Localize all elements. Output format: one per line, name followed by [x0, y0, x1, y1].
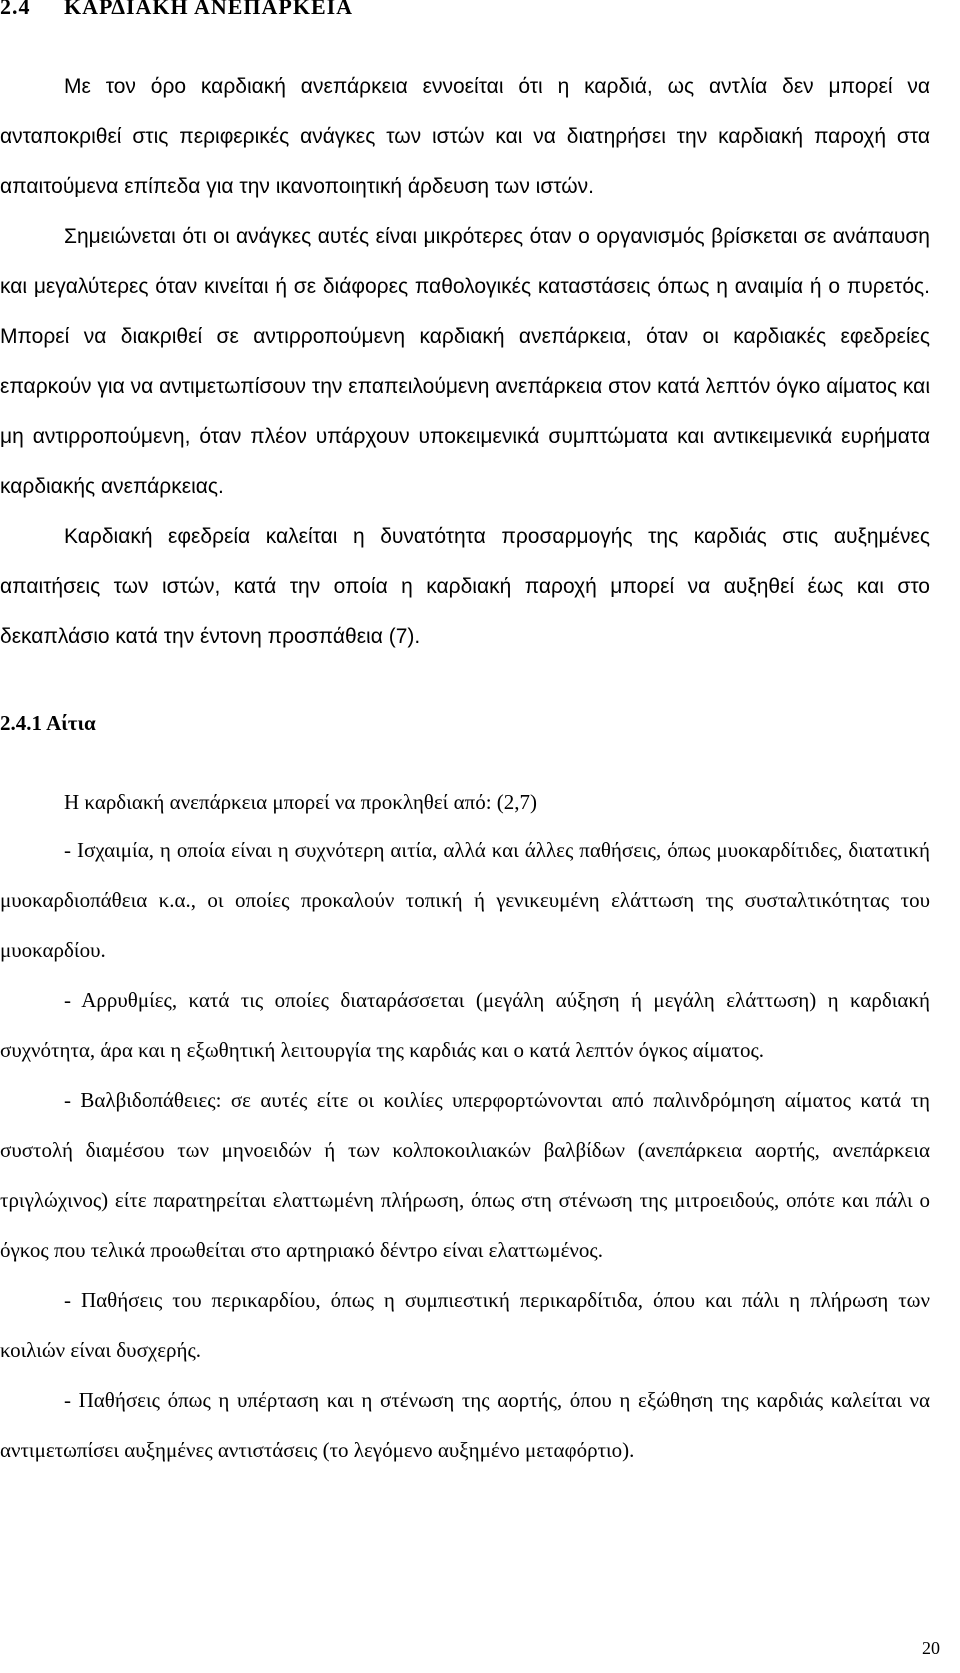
causes-list: [0, 825, 930, 1475]
section-number: 2.4: [0, 0, 31, 19]
list-item: - Παθήσεις του περικαρδίου, όπως η συμπιεστική περικαρδίτιδα, όπου και πάλι η πλήρωση των κοιλιών είναι δυσχερής.: [0, 1288, 930, 1362]
section-title: ΚΑΡΔΙΑΚΗ ΑΝΕΠΑΡΚΕΙΑ: [64, 0, 354, 19]
intro-paragraph: Με τον όρο καρδιακή ανεπάρκεια εννοείται ότι η καρδιά, ως αντλία δεν μπορεί να ανταποκριθεί στις περιφερικές ανάγκες των ιστών και να διατηρήσει την καρδιακή παροχή στα απαιτούμενα επίπεδα για την ικανοποιητική άρδευση των ιστών.: [0, 75, 930, 198]
intro-text: [0, 62, 930, 662]
page-number: 20: [922, 1638, 940, 1658]
subsection-heading: 2.4.1 Αίτια: [0, 711, 96, 735]
causes-lead: Η καρδιακή ανεπάρκεια μπορεί να προκληθεί από: (2,7): [64, 790, 538, 814]
list-item: - Παθήσεις όπως η υπέρταση και η στένωση της αορτής, όπου η εξώθηση της καρδιάς καλείται να αντιμετωπίσει αυξημένες αντιστάσεις (το λεγόμενο αυξημένο μεταφόρτιο).: [0, 1388, 930, 1462]
list-item: - Ισχαιμία, η οποία είναι η συχνότερη αιτία, αλλά και άλλες παθήσεις, όπως μυοκαρδίτιδες, διατατική μυοκαρδιοπάθεια κ.α., οι οποίες προκαλούν τοπική ή γενικευμένη ελάττωση της συσταλτικότητας του μυοκαρδίου.: [0, 838, 930, 962]
list-item: - Αρρυθμίες, κατά τις οποίες διαταράσσεται (μεγάλη αύξηση ή μεγάλη ελάττωση) η καρδιακή συχνότητα, άρα και η εξωθητική λειτουργία της καρδιάς και ο κατά λεπτόν όγκος αίματος.: [0, 988, 930, 1062]
intro-paragraph: Σημειώνεται ότι οι ανάγκες αυτές είναι μικρότερες όταν ο οργανισμός βρίσκεται σε ανάπαυση και μεγαλύτερες όταν κινείται ή σε διάφορες παθολογικές καταστάσεις όπως η αναιμία ή ο πυρετός. Μπορεί να διακριθεί σε αντιρροπούμενη καρδιακή ανεπάρκεια, όταν οι καρδιακές εφεδρείες επαρκούν για να αντιμετωπίσουν την επαπειλούμενη ανεπάρκεια στον κατά λεπτόν όγκο αίματος και μη αντιρροπούμενη, όταν πλέον υπάρχουν υποκειμενικά συμπτώματα και αντικειμενικά ευρήματα καρδιακής ανεπάρκειας.: [0, 225, 930, 498]
intro-paragraph: Καρδιακή εφεδρεία καλείται η δυνατότητα προσαρμογής της καρδιάς στις αυξημένες απαιτήσεις των ιστών, κατά την οποία η καρδιακή παροχή μπορεί να αυξηθεί έως και στο δεκαπλάσιο κατά την έντονη προσπάθεια (7).: [0, 525, 930, 648]
section-heading: [0, 0, 353, 20]
list-item: - Βαλβιδοπάθειες: σε αυτές είτε οι κοιλίες υπερφορτώνονται από παλινδρόμηση αίματος κατά τη συστολή διαμέσου των μηνοειδών ή των κολποκοιλιακών βαλβίδων (ανεπάρκεια αορτής, ανεπάρκεια τριγλώχινος) είτε παρατηρείται ελαττωμένη πλήρωση, όπως στη στένωση της μιτροειδούς, οπότε και πάλι ο όγκος που τελικά προωθείται στο αρτηριακό δέντρο είναι ελαττωμένος.: [0, 1088, 930, 1262]
